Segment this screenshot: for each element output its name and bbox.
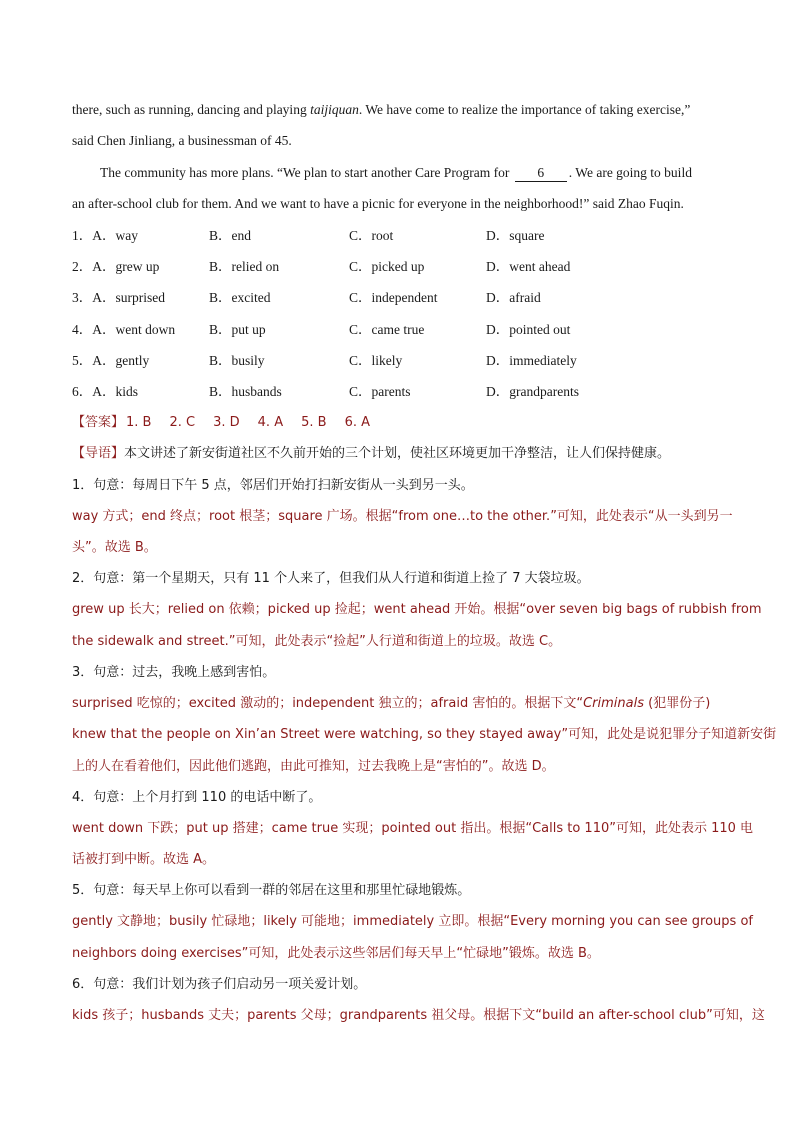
option-a: 5．A．gently <box>72 353 150 368</box>
explanation-line <box>72 694 724 714</box>
explanation-text: surprised 吃惊的；excited 激动的；independent 独立的；afraid 害怕的。根据下文“ <box>72 696 584 711</box>
option-d: D．went ahead <box>486 259 571 274</box>
passage-text: there, such as running, dancing and playing <box>72 102 311 117</box>
option-a: 3．A．surprised <box>72 290 165 305</box>
option-b: B．relied on <box>209 259 280 274</box>
explanation-text: (犯罪份子) <box>644 696 711 711</box>
option-d: D．grandparents <box>486 384 579 399</box>
passage-italic-term: taijiquan <box>310 102 359 117</box>
passage-text: The community has more plans. “We plan to start another Care Program for <box>100 165 513 180</box>
answer-item: 6. A <box>344 415 370 430</box>
option-d: D．immediately <box>486 353 577 368</box>
option-a: 6．A．kids <box>72 384 139 399</box>
answer-label: 【答案】 <box>72 415 125 430</box>
guide-text: 本文讲述了新安街道社区不久前开始的三个计划，使社区环境更加干净整洁，让人们保持健康。 <box>124 446 671 461</box>
explanation-line: knew that the people on Xin’an Street were watching, so they stayed away”可知，此处是说犯罪分子知道新安街 <box>72 727 777 742</box>
explanation-line: the sidewalk and street.”可知，此处表示“捡起”人行道和街道上的垃圾。故选 C。 <box>72 634 562 649</box>
explanation-line: grew up 长大；relied on 依赖；picked up 捡起；went ahead 开始。根据“over seven big bags of rubbish from <box>72 602 762 617</box>
answer-item: 5. B <box>301 415 327 430</box>
passage-line <box>72 100 724 120</box>
explanation-title: 5．句意：每天早上你可以看到一群的邻居在这里和那里忙碌地锻炼。 <box>72 883 471 898</box>
option-c: C．independent <box>349 290 438 305</box>
explanation-title: 3．句意：过去，我晚上感到害怕。 <box>72 665 276 680</box>
explanation-title: 6．句意：我们计划为孩子们启动另一项关爱计划。 <box>72 977 367 992</box>
answer-item: 2. C <box>169 415 196 430</box>
option-a: 4．A．went down <box>72 322 176 337</box>
option-a: 2．A．grew up <box>72 259 160 274</box>
option-d: D．pointed out <box>486 322 571 337</box>
option-c: C．picked up <box>349 259 425 274</box>
answer-item: 1. B <box>126 415 152 430</box>
explanation-line: kids 孩子；husbands 丈夫；parents 父母；grandparents 祖父母。根据下文“build an after-school club”可知，这 <box>72 1008 765 1023</box>
guide-line <box>72 444 724 464</box>
option-c: C．likely <box>349 353 403 368</box>
explanation-title: 1．句意：每周日下午 5 点，邻居们开始打扫新安街从一头到另一头。 <box>72 478 474 493</box>
option-c: C．root <box>349 228 394 243</box>
option-b: B．husbands <box>209 384 282 399</box>
option-a: 1．A．way <box>72 228 138 243</box>
explanation-line: gently 文静地；busily 忙碌地；likely 可能地；immediately 立即。根据“Every morning you can see groups of <box>72 914 753 929</box>
passage-line: an after-school club for them. And we want to have a picnic for everyone in the neighborhood!” said Zhao Fuqin. <box>72 196 684 211</box>
passage-text: . We have come to realize the importance of taking exercise,” <box>358 102 691 117</box>
option-d: D．afraid <box>486 290 541 305</box>
explanation-italic-term: Criminals <box>583 696 644 711</box>
explanation-line: way 方式；end 终点；root 根茎；square 广场。根据“from one…to the other.”可知，此处表示“从一头到另一 <box>72 509 733 524</box>
explanation-line: 头”。故选 B。 <box>72 540 157 555</box>
option-b: B．end <box>209 228 251 243</box>
explanation-line: went down 下跌；put up 搭建；came true 实现；pointed out 指出。根据“Calls to 110”可知，此处表示 110 电 <box>72 821 754 836</box>
passage-line: said Chen Jinliang, a businessman of 45. <box>72 133 292 148</box>
answer-blank: 6 <box>515 165 567 182</box>
option-b: B．excited <box>209 290 271 305</box>
option-b: B．busily <box>209 353 265 368</box>
passage-text: . We are going to build <box>568 165 692 180</box>
option-c: C．parents <box>349 384 411 399</box>
option-b: B．put up <box>209 322 266 337</box>
explanation-line: neighbors doing exercises”可知，此处表示这些邻居们每天早上“忙碌地”锻炼。故选 B。 <box>72 946 600 961</box>
explanation-line: 上的人在看着他们，因此他们逃跑，由此可推知，过去我晚上是“害怕的”。故选 D。 <box>72 759 555 774</box>
explanation-title: 2．句意：第一个星期天，只有 11 个人来了，但我们从人行道和街道上捡了 7 大袋垃圾。 <box>72 571 590 586</box>
guide-label: 【导语】 <box>72 446 125 461</box>
explanation-title: 4．句意：上个月打到 110 的电话中断了。 <box>72 790 322 805</box>
explanation-line: 话被打到中断。故选 A。 <box>72 852 216 867</box>
answer-line <box>72 413 724 433</box>
passage-line <box>100 163 724 183</box>
answer-item: 3. D <box>213 415 240 430</box>
answer-item: 4. A <box>257 415 284 430</box>
option-d: D．square <box>486 228 545 243</box>
option-c: C．came true <box>349 322 425 337</box>
